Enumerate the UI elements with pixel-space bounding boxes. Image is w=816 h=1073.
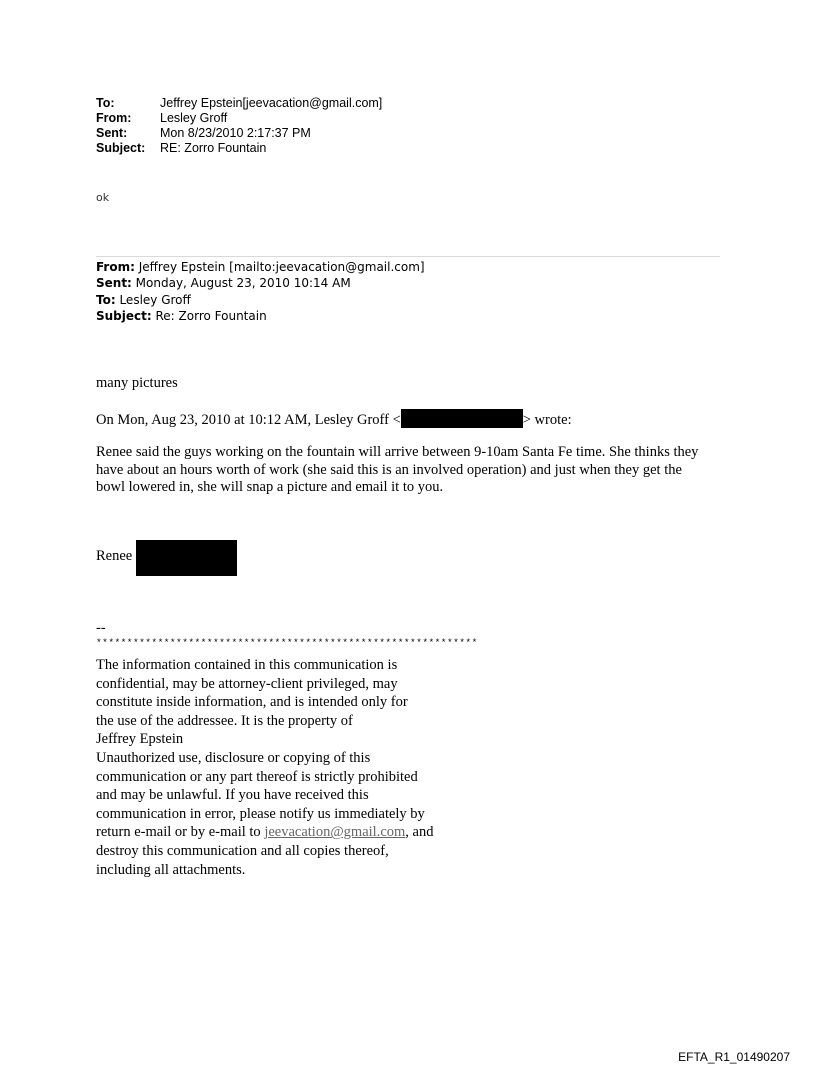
fwd-to-value: Lesley Groff xyxy=(115,292,191,307)
disclaimer-line: the use of the addressee. It is the property of xyxy=(96,712,353,729)
fwd-to-label: To: xyxy=(96,292,116,307)
subject-value: RE: Zorro Fountain xyxy=(160,141,267,155)
forwarded-header xyxy=(96,259,425,324)
disclaimer-line: The information contained in this communication is xyxy=(96,657,398,673)
document-id: EFTA_R1_01490207 xyxy=(678,1050,790,1064)
fwd-from-row xyxy=(96,259,425,275)
signature-name: Renee xyxy=(96,548,133,564)
disclaimer-line: communication in error, please notify us immediately by xyxy=(96,805,425,822)
quote-prefix: On Mon, Aug 23, 2010 at 10:12 AM, Lesley Groff < xyxy=(96,412,401,428)
fwd-sent-value: Monday, August 23, 2010 10:14 AM xyxy=(131,276,351,291)
fwd-subject-value: Re: Zorro Fountain xyxy=(151,308,267,323)
disclaimer-line: Unauthorized use, disclosure or copying of this xyxy=(96,749,371,766)
pictures-text: many pictures xyxy=(96,375,178,391)
disclaimer-line xyxy=(96,823,496,842)
signature-dashes: -- xyxy=(96,620,106,636)
signature xyxy=(96,548,132,565)
divider xyxy=(96,256,720,257)
reply-text: ok xyxy=(96,191,110,204)
redaction-signature xyxy=(136,540,237,576)
sent-label: Sent: xyxy=(96,126,128,140)
to-value: Jeffrey Epstein[jeevacation@gmail.com] xyxy=(160,96,383,110)
disclaimer-line: Jeffrey Epstein xyxy=(96,731,184,748)
disclaimer-line-prefix: return e-mail or by e-mail to xyxy=(96,824,265,841)
subject-row xyxy=(96,141,382,156)
fwd-sent-row xyxy=(96,275,425,291)
disclaimer-line: constitute inside information, and is intended only for xyxy=(96,694,408,711)
stars-separator: ************************************************************** xyxy=(96,637,478,648)
email-header xyxy=(96,96,382,156)
message-body: Renee said the guys working on the fountain will arrive between 9-10am Santa Fe time. She thinks they have about an hours worth of work (she said this is an involved operation) and just when they get the bowl lowered in, she will snap a picture and email it to you. xyxy=(96,444,699,496)
fwd-subject-label: Subject: xyxy=(96,308,152,323)
from-row xyxy=(96,111,382,126)
fwd-from-value: Jeffrey Epstein [mailto:jeevacation@gmail.com] xyxy=(134,260,425,274)
fwd-from-label: From: xyxy=(96,260,135,274)
disclaimer-line-suffix: , and xyxy=(405,824,434,841)
subject-label: Subject: xyxy=(96,141,146,155)
email-link[interactable]: jeevacation@gmail.com xyxy=(264,824,406,841)
to-label: To: xyxy=(96,96,115,110)
disclaimer xyxy=(96,656,496,879)
from-value: Lesley Groff xyxy=(160,111,228,125)
disclaimer-line: communication or any part thereof is strictly prohibited xyxy=(96,768,418,785)
sent-value: Mon 8/23/2010 2:17:37 PM xyxy=(160,126,311,140)
disclaimer-line: destroy this communication and all copies thereof, xyxy=(96,842,389,859)
to-row xyxy=(96,96,382,111)
disclaimer-line: including all attachments. xyxy=(96,861,246,878)
disclaimer-line: confidential, may be attorney-client privileged, may xyxy=(96,675,398,692)
quote-suffix: > wrote: xyxy=(522,412,572,428)
sent-row xyxy=(96,126,382,141)
fwd-subject-row xyxy=(96,308,425,324)
fwd-to-row xyxy=(96,292,425,308)
disclaimer-line: and may be unlawful. If you have received this xyxy=(96,787,369,804)
redaction-email xyxy=(401,409,523,428)
fwd-sent-label: Sent: xyxy=(96,276,132,291)
from-label: From: xyxy=(96,111,132,125)
quote-line xyxy=(96,409,572,429)
